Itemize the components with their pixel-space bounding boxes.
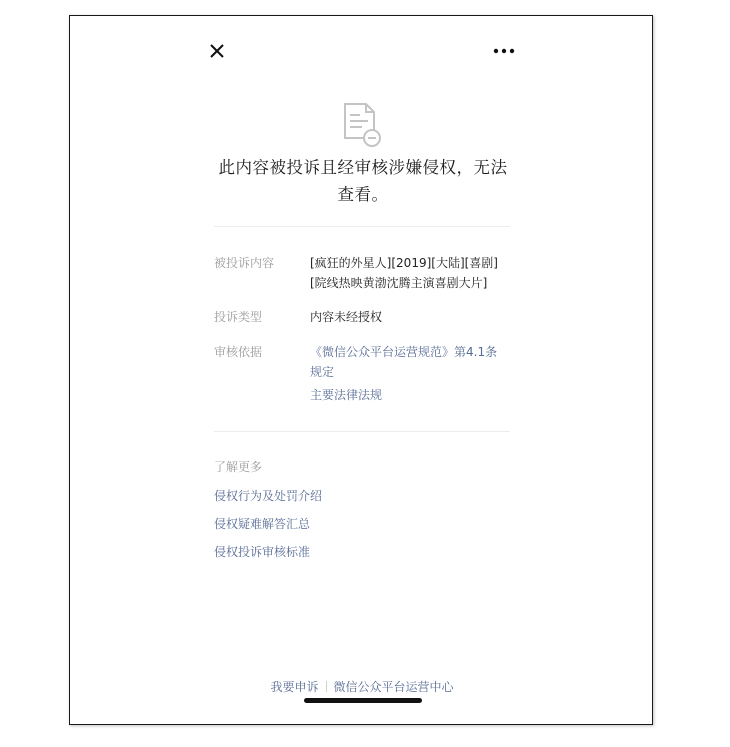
more-icon	[490, 44, 518, 58]
appeal-link[interactable]: 我要申诉	[270, 680, 319, 694]
notice-title-line2: 查看。	[337, 185, 389, 204]
learn-more-title: 了解更多	[214, 460, 263, 474]
footer	[70, 678, 654, 695]
home-indicator	[304, 698, 422, 703]
document-blocked-icon	[340, 102, 384, 150]
divider-top	[214, 226, 510, 227]
review-basis-label: 审核依据	[214, 345, 263, 359]
complaint-type-label: 投诉类型	[214, 310, 263, 324]
review-basis-link-line1: 《微信公众平台运营规范》第4.1条	[310, 345, 498, 359]
complaint-type-value: 内容未经授权	[310, 310, 383, 324]
review-basis-link-line2: 规定	[310, 365, 335, 379]
laws-regulations-link[interactable]: 主要法律法规	[310, 388, 383, 402]
complaint-content-label: 被投诉内容	[214, 256, 275, 270]
complaint-content-value	[310, 253, 520, 293]
infringement-faq-link[interactable]: 侵权疑难解答汇总	[214, 517, 311, 531]
complaint-content-line1: [疯狂的外星人][2019][大陆][喜剧]	[310, 256, 498, 270]
operation-center-link[interactable]: 微信公众平台运营中心	[333, 680, 454, 694]
footer-separator	[326, 681, 327, 692]
close-button[interactable]	[206, 40, 228, 62]
complaint-content-line2: [院线热映黄渤沈腾主演喜剧大片]	[310, 276, 488, 290]
close-icon	[206, 40, 228, 62]
article-page	[69, 15, 653, 725]
divider-bottom	[214, 431, 510, 432]
notice-title	[208, 154, 518, 208]
notice-title-line1: 此内容被投诉且经审核涉嫌侵权，无法	[218, 158, 508, 177]
infringement-review-standard-link[interactable]: 侵权投诉审核标准	[214, 545, 311, 559]
more-button[interactable]	[490, 43, 518, 57]
review-basis-link[interactable]	[310, 342, 520, 382]
infringement-penalty-link[interactable]: 侵权行为及处罚介绍	[214, 489, 323, 503]
